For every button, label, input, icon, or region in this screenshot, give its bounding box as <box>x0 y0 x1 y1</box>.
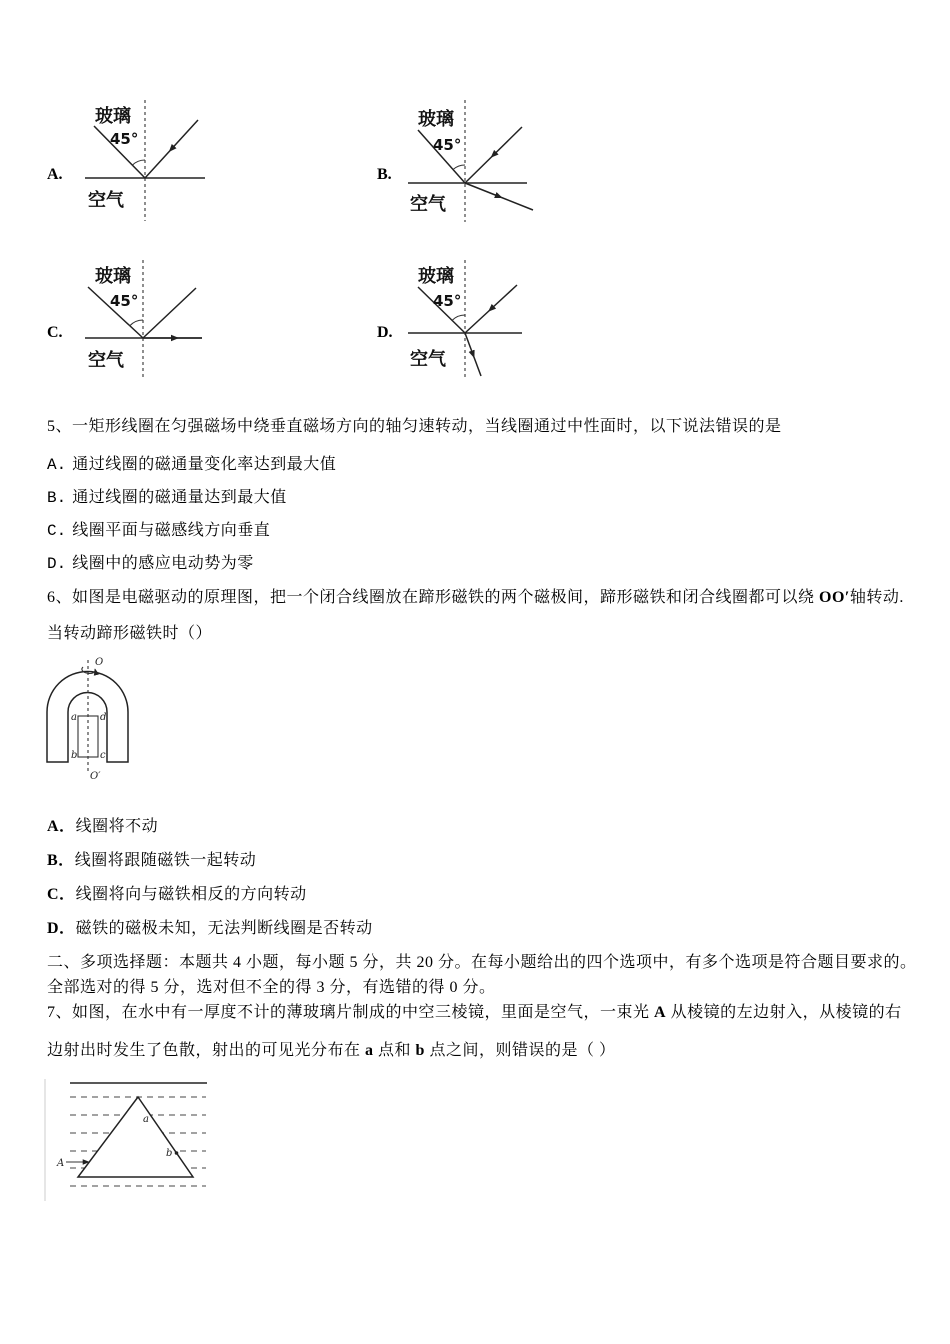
option-text: 线圈将跟随磁铁一起转动 <box>74 852 257 869</box>
coil-corner-a: a <box>71 712 77 723</box>
air-label: 空气 <box>88 190 124 211</box>
option-b-label: B. <box>377 166 392 183</box>
light-beam-name: A <box>654 1004 667 1021</box>
axis-top-label: O <box>95 657 104 668</box>
option-letter: C． <box>47 886 76 903</box>
option-text: 线圈将向与磁铁相反的方向转动 <box>75 886 307 903</box>
stem-text: 边射出时发生了色散，射出的可见光分布在 <box>47 1042 366 1059</box>
option-a-label: A. <box>47 166 63 183</box>
axis-bottom-label: O′ <box>90 771 101 782</box>
option-letter: A． <box>47 818 76 835</box>
coil-corner-d: d <box>100 712 107 723</box>
question-5-option-a <box>47 455 336 475</box>
option-c-label: C. <box>47 324 63 341</box>
angle-label: 45° <box>433 292 462 310</box>
question-6-option-a <box>47 817 158 837</box>
option-text: 通过线圈的磁通量达到最大值 <box>72 489 287 506</box>
axis-name: OO′ <box>819 589 850 606</box>
question-5-option-d <box>47 554 254 574</box>
incident-ray <box>465 127 522 183</box>
incident-ray <box>145 120 198 178</box>
horseshoe-magnet-figure <box>40 655 140 785</box>
glass-label: 玻璃 <box>418 109 454 130</box>
angle-arc <box>452 315 465 320</box>
section-2-instructions-line1: 二、多项选择题：本题共 4 小题，每小题 5 分，共 20 分。在每小题给出的四个选项中，有多个选项是符合题目要求的。 <box>47 954 917 971</box>
glass-label: 玻璃 <box>95 106 131 127</box>
refracted-ray <box>465 183 533 210</box>
question-5-stem: 5、一矩形线圈在匀强磁场中绕垂直磁场方向的轴匀速转动，当线圈通过中性面时，以下说法错误的是 <box>47 418 782 435</box>
refraction-figure-d <box>400 258 535 383</box>
air-label: 空气 <box>88 350 124 371</box>
question-6-stem-line2: 当转动蹄形磁铁时（） <box>47 625 213 642</box>
option-text: 线圈将不动 <box>75 818 159 835</box>
point-a-label: a <box>143 1114 149 1125</box>
hollow-prism <box>78 1097 193 1177</box>
question-6-option-b <box>47 851 256 871</box>
refraction-figure-c <box>80 258 215 383</box>
option-letter: D． <box>47 920 76 937</box>
stem-text: 轴转动. <box>849 589 904 606</box>
option-letter: B. <box>47 489 67 507</box>
question-6-stem-line1 <box>47 588 904 608</box>
question-6-option-c <box>47 885 307 905</box>
option-d-label: D. <box>377 324 393 341</box>
point-a-name: a <box>365 1042 374 1059</box>
stem-text: 从棱镜的左边射入，从棱镜的右 <box>666 1004 902 1021</box>
glass-label: 玻璃 <box>95 266 131 287</box>
question-5-option-b <box>47 488 287 508</box>
angle-label: 45° <box>433 136 462 154</box>
option-letter: C. <box>47 522 67 540</box>
point-b-name: b <box>415 1042 425 1059</box>
question-7-stem-line2 <box>47 1041 615 1061</box>
stem-text: 点和 <box>373 1042 416 1059</box>
option-text: 通过线圈的磁通量变化率达到最大值 <box>72 456 337 473</box>
angle-label: 45° <box>110 292 139 310</box>
incident-ray <box>465 285 517 333</box>
point-b-dot <box>175 1151 179 1155</box>
question-5-option-c <box>47 521 270 541</box>
option-text: 磁铁的磁极未知，无法判断线圈是否转动 <box>75 920 373 937</box>
air-label: 空气 <box>410 194 446 215</box>
stem-text: 点之间，则错误的是（ ） <box>424 1042 616 1059</box>
glass-label: 玻璃 <box>418 266 454 287</box>
option-letter: B． <box>47 852 75 869</box>
question-7-stem-line1 <box>47 1003 902 1023</box>
refraction-figure-a <box>80 98 215 223</box>
angle-label: 45° <box>110 130 139 148</box>
refracted-ray <box>465 333 481 376</box>
angle-arc <box>132 160 145 165</box>
coil-corner-b: b <box>71 750 78 761</box>
angle-arc <box>453 165 465 170</box>
option-text: 线圈平面与磁感线方向垂直 <box>72 522 271 539</box>
air-label: 空气 <box>410 349 446 370</box>
option-text: 线圈中的感应电动势为零 <box>72 555 254 572</box>
refraction-figure-b <box>400 100 540 225</box>
stem-text: 6、如图是电磁驱动的原理图，把一个闭合线圈放在蹄形磁铁的两个磁极间，蹄形磁铁和闭合线圈都可以绕 <box>47 589 820 606</box>
question-6-option-d <box>47 919 373 939</box>
option-letter: A. <box>47 456 67 474</box>
option-letter: D. <box>47 555 67 573</box>
coil-corner-c: c <box>100 750 106 761</box>
ray-a-label: A <box>57 1158 65 1169</box>
angle-arc <box>130 320 143 326</box>
right-ray <box>143 288 196 338</box>
prism-in-water-figure <box>40 1075 215 1205</box>
stem-text: 7、如图，在水中有一厚度不计的薄玻璃片制成的中空三棱镜，里面是空气，一束光 <box>47 1004 655 1021</box>
section-2-instructions-line2: 全部选对的得 5 分，选对但不全的得 3 分，有选错的得 0 分。 <box>47 979 496 996</box>
point-b-label: b <box>166 1148 173 1159</box>
